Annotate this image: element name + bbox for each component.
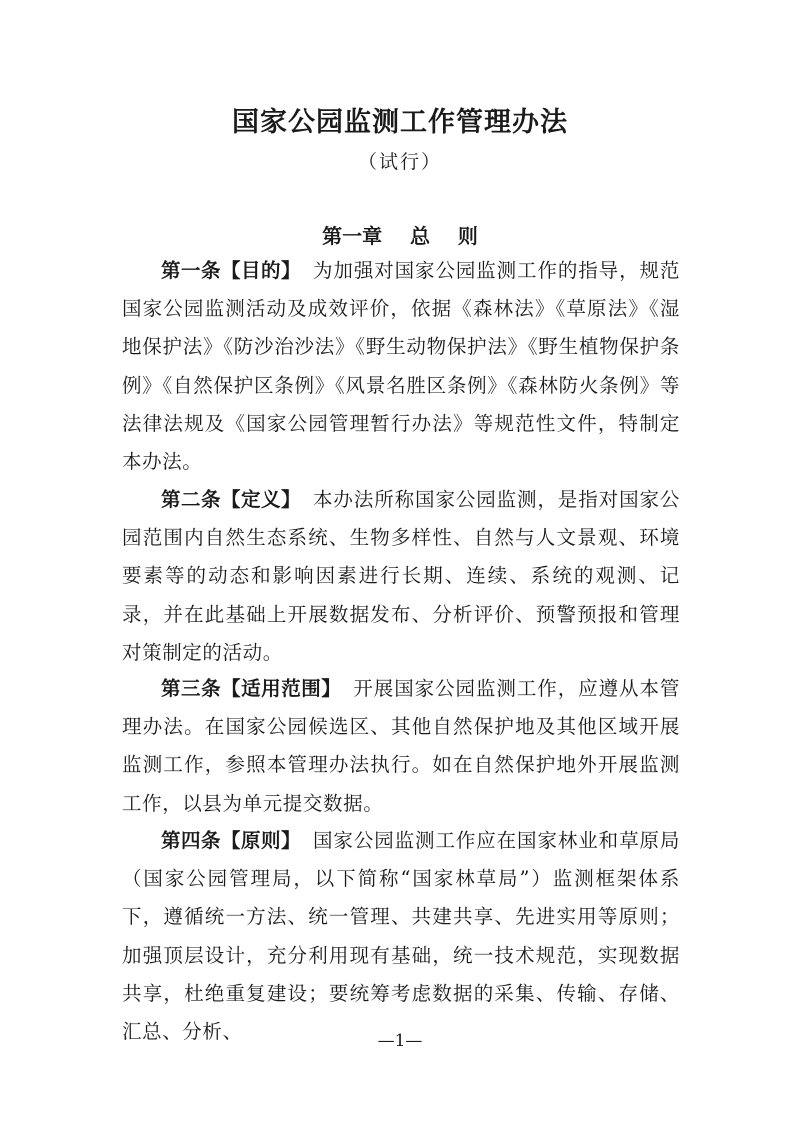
chapter-heading xyxy=(0,220,800,249)
article-body: 为加强对国家公园监测工作的指导，规范国家公园监测活动及成效评价，依据《森林法》《草原法》《湿地保护法》《防沙治沙法》《野生动物保护法》《野生植物保护条例》《自然保护区条例》《风景名胜区条例》《森林防火条例》等法律法规及《国家公园管理暂行办法》等规范性文件，特制定本办法。 xyxy=(122,259,680,474)
article-3 xyxy=(122,670,680,823)
article-heading: 第四条【原则】 xyxy=(161,829,302,852)
document-title: 国家公园监测工作管理办法 xyxy=(232,107,568,138)
article-body: 开展国家公园监测工作，应遵从本管理办法。在国家公园候选区、其他自然保护地及其他区域开展监测工作，参照本管理办法执行。如在自然保护地外开展监测工作，以县为单元提交数据。 xyxy=(122,677,680,815)
page-number: —1— xyxy=(377,1031,423,1051)
article-1 xyxy=(122,252,680,481)
article-heading: 第一条【目的】 xyxy=(161,259,302,282)
chapter-name: 总 则 xyxy=(410,224,478,248)
article-heading: 第三条【适用范围】 xyxy=(161,677,342,700)
article-body: 国家公园监测工作应在国家林业和草原局（国家公园管理局，以下简称“国家林草局”）监测框架体系下，遵循统一方法、统一管理、共建共享、先进实用等原则；加强顶层设计，充分利用现有基础，统一技术规范，实现数据共享，杜绝重复建设；要统筹考虑数据的采集、传输、存储、汇总、分析、 xyxy=(122,829,680,1044)
chapter-label: 第一章 xyxy=(322,224,383,248)
article-4 xyxy=(122,822,680,1051)
article-body: 本办法所称国家公园监测，是指对国家公园范围内自然生态系统、生物多样性、自然与人文景观、环境要素等的动态和影响因素进行长期、连续、系统的观测、记录，并在此基础上开展数据发布、分析评价、预警预报和管理对策制定的活动。 xyxy=(122,488,680,664)
article-heading: 第二条【定义】 xyxy=(161,488,302,511)
article-2 xyxy=(122,481,680,672)
document-subtitle: （试行） xyxy=(357,151,442,173)
